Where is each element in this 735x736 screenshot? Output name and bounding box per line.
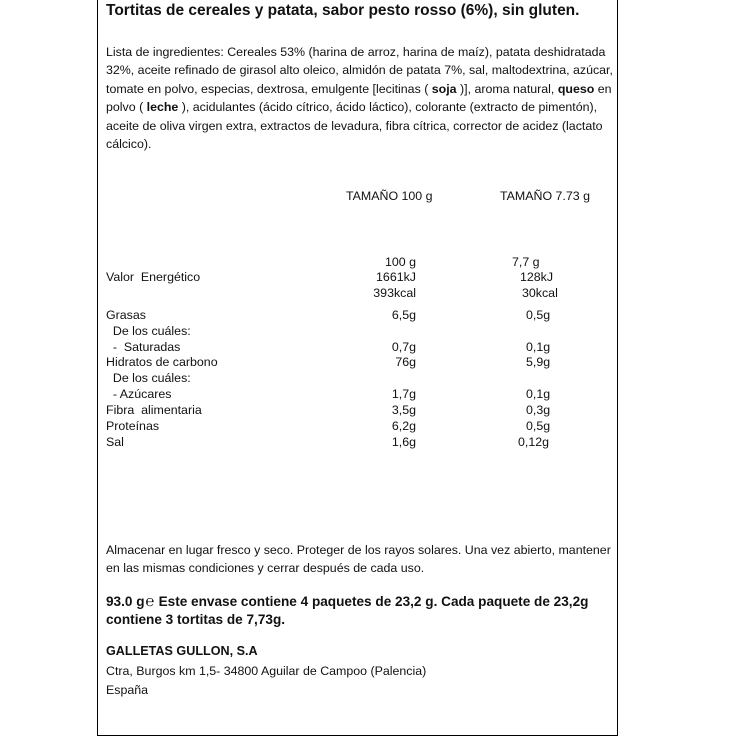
- nutrition-row-label: Sal: [106, 435, 124, 449]
- allergen-text: queso: [557, 81, 595, 96]
- nutrition-value-serving: 0,3g: [526, 403, 551, 417]
- nutrition-row-label: Valor Energético: [106, 270, 201, 284]
- nutrition-row-label: De los cuáles:: [106, 371, 191, 385]
- nutrition-row-label: - Azúcares: [106, 387, 172, 401]
- nutrition-value-serving: 30kcal: [522, 286, 558, 300]
- nutrition-value-100g: 1,6g: [391, 435, 416, 449]
- ingredient-text: ), acidulantes (ácido cítrico, ácido láctico), colorante (extracto de pimentón), aceite de oliva virgen extra, extractos de levadura, fibra cítrica, corrector de acidez (lactato cálcico).: [106, 100, 603, 152]
- company-country: España: [106, 683, 149, 697]
- nutrition-value-serving: 0,5g: [526, 308, 551, 322]
- ingredient-text: en polvo (: [106, 81, 612, 115]
- nutrition-row-label: De los cuáles:: [106, 324, 191, 338]
- nutrition-row-label: - Saturadas: [106, 340, 181, 354]
- nutrition-row-label: Proteínas: [106, 419, 160, 433]
- nutrition-value-100g: 3,5g: [391, 403, 416, 417]
- allergen-text: leche: [146, 100, 179, 115]
- net-weight: 93.0 g: [106, 594, 145, 609]
- product-title: Tortitas de cereales y patata, sabor pesto rosso (6%), sin gluten.: [106, 2, 580, 19]
- ingredients-list: [106, 43, 616, 153]
- pack-contents: Este envase contiene 4 paquetes de 23,2 g. Cada paquete de 23,2g contiene 3 tortitas de 7,73g.: [106, 594, 589, 627]
- nutrition-value-100g: 393kcal: [373, 286, 416, 300]
- ingredient-text: )], aroma natural,: [456, 81, 558, 96]
- nutrition-value-serving: 0,1g: [526, 387, 551, 401]
- nutrition-value-100g: 0,7g: [391, 340, 416, 354]
- serving-size-100g: 100 g: [384, 255, 416, 269]
- company-address: Ctra, Burgos km 1,5- 34800 Aguilar de Campoo (Palencia): [106, 664, 427, 678]
- nutrition-value-serving: 5,9g: [526, 355, 551, 369]
- nutrition-value-serving: 0,5g: [526, 419, 551, 433]
- nutrition-value-100g: 6,5g: [391, 308, 416, 322]
- e-mark-icon: ℮: [145, 593, 155, 610]
- nutrition-value-100g: 1,7g: [391, 387, 416, 401]
- nutrition-row-label: Grasas: [106, 308, 146, 322]
- nutrition-value-100g: 76g: [395, 355, 416, 369]
- pack-info: [106, 593, 611, 629]
- nutrition-header-100g: TAMAÑO 100 g: [346, 189, 433, 203]
- storage-instructions: Almacenar en lugar fresco y seco. Proteger de los rayos solares. Una vez abierto, mantener en las mismas condiciones y cerrar después de cada uso.: [106, 543, 611, 575]
- nutrition-value-100g: 6,2g: [391, 419, 416, 433]
- nutrition-row-label: Fibra alimentaria: [106, 403, 202, 417]
- nutrition-value-serving: 128kJ: [520, 270, 554, 284]
- nutrition-value-serving: 0,12g: [518, 435, 550, 449]
- nutrition-value-serving: 0,1g: [526, 340, 551, 354]
- nutrition-value-100g: 1661kJ: [376, 270, 416, 284]
- allergen-text: soja: [431, 81, 457, 96]
- nutrition-row-label: Hidratos de carbono: [106, 355, 218, 369]
- nutrition-header-serving: TAMAÑO 7.73 g: [500, 189, 590, 203]
- ingredient-text: Lista de ingredientes: Cereales 53% (harina de arroz, harina de maíz), patata deshidratada 32%, aceite refinado de girasol alto oleico, almidón de patata 7%, sal, maltodextrina, azúcar, tomate en polvo, especias, dextrosa, emulgente [lecitinas (: [106, 45, 613, 96]
- serving-size-portion: 7,7 g: [512, 255, 540, 269]
- company-name: GALLETAS GULLON, S.A: [106, 644, 258, 658]
